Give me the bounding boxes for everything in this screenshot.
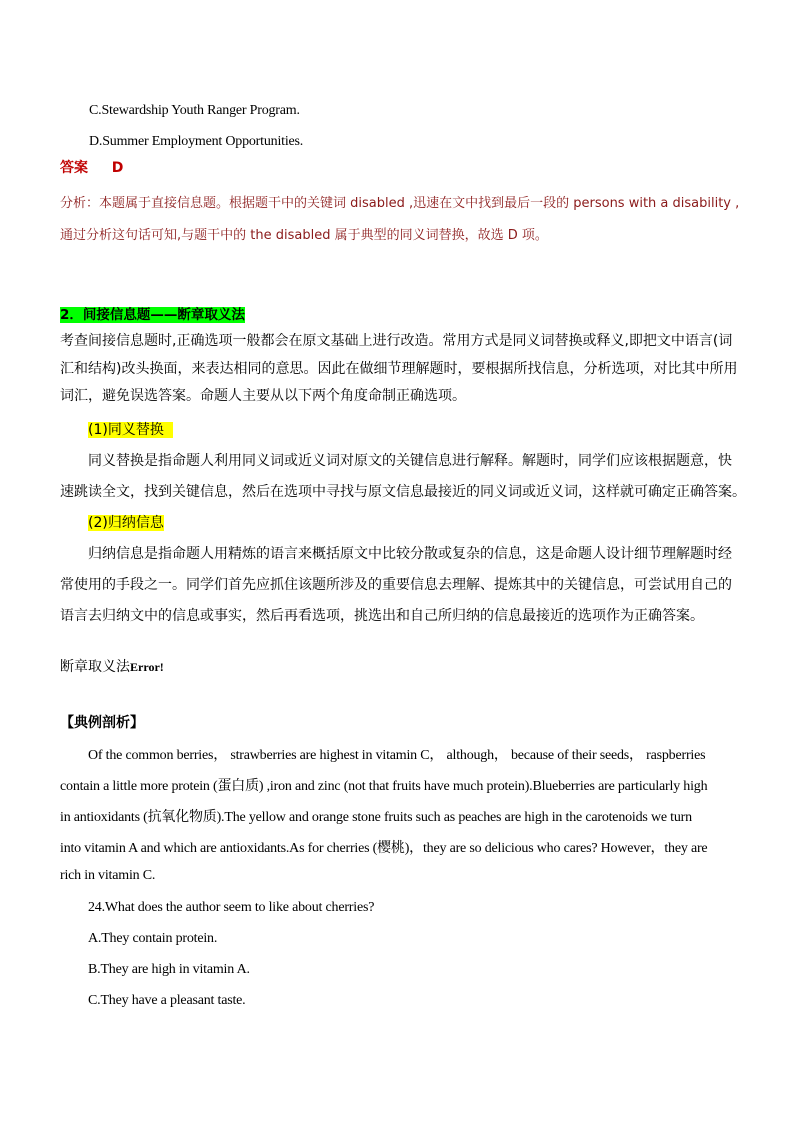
intro-line-2: 汇和结构)改头换面，来表达相同的意思。因此在做细节理解题时，要根据所找信息，分析选项，对比其中所用: [60, 361, 738, 377]
option-a: A.They contain protein.: [88, 931, 218, 946]
passage-line-3: in antioxidants (抗氧化物质).The yellow and orange stone fruits such as peaches are high in the carotenoids we turn: [60, 810, 692, 825]
error-marker: Error!: [130, 660, 164, 674]
sub1-title-text: (1)同义替换: [88, 422, 164, 438]
sub1-title: [88, 419, 173, 439]
option-c: C.Stewardship Youth Ranger Program.: [89, 103, 300, 118]
example-heading: 【典例剖析】: [60, 715, 144, 731]
error-line: [60, 656, 164, 676]
option-d: D.Summer Employment Opportunities.: [89, 134, 304, 149]
answer-label: 答案: [60, 160, 88, 176]
intro-line-1: 考查间接信息题时,正确选项一般都会在原文基础上进行改造。常用方式是同义词替换或释义,即把文中语言(词: [60, 333, 733, 349]
sub1-line-1: 同义替换是指命题人利用同义词或近义词对原文的关键信息进行解释。解题时，同学们应该根据题意，快: [88, 453, 732, 469]
sub2-line-2: 常使用的手段之一。同学们首先应抓住该题所涉及的重要信息去理解、提炼其中的关键信息，可尝试用自己的: [60, 577, 732, 593]
answer-value: D: [111, 160, 124, 176]
analysis-line-2: 通过分析这句话可知,与题干中的 the disabled 属于典型的同义词替换，故选 D 项。: [60, 228, 548, 243]
question-24: 24.What does the author seem to like about cherries?: [88, 900, 375, 915]
sub2-title: [88, 512, 164, 532]
sub2-line-3: 语言去归纳文中的信息或事实，然后再看选项，挑选出和自己所归纳的信息最接近的选项作为正确答案。: [60, 608, 704, 624]
passage-line-4: into vitamin A and which are antioxidants.As for cherries (樱桃)，they are so delicious who cares? However，they are: [60, 841, 708, 856]
sub2-title-text: (2)归纳信息: [88, 515, 164, 531]
intro-line-3: 词汇，避免误选答案。命题人主要从以下两个角度命制正确选项。: [60, 388, 466, 404]
sub2-line-1: 归纳信息是指命题人用精炼的语言来概括原文中比较分散或复杂的信息，这是命题人设计细节理解题时经: [88, 546, 732, 562]
option-c-example: C.They have a pleasant taste.: [88, 993, 246, 1008]
error-line-text: 断章取义法: [60, 659, 130, 675]
passage-line-2: contain a little more protein (蛋白质) ,iron and zinc (not that fruits have much protein).Blueberries are particularly high: [60, 779, 708, 794]
passage-line-1: Of the common berries， strawberries are highest in vitamin C， although， because of their seeds， raspberries: [88, 748, 706, 763]
answer-line: [60, 157, 123, 177]
analysis-line-1: 分析：本题属于直接信息题。根据题干中的关键词 disabled ,迅速在文中找到最后一段的 persons with a disability ,: [60, 196, 740, 211]
section-heading-text: 2．间接信息题——断章取义法: [60, 307, 245, 323]
passage-line-5: rich in vitamin C.: [60, 868, 156, 883]
option-b: B.They are high in vitamin A.: [88, 962, 250, 977]
section-heading: [60, 303, 245, 323]
sub1-line-2: 速跳读全文，找到关键信息，然后在选项中寻找与原文信息最接近的同义词或近义词，这样就可确定正确答案。: [60, 484, 746, 500]
